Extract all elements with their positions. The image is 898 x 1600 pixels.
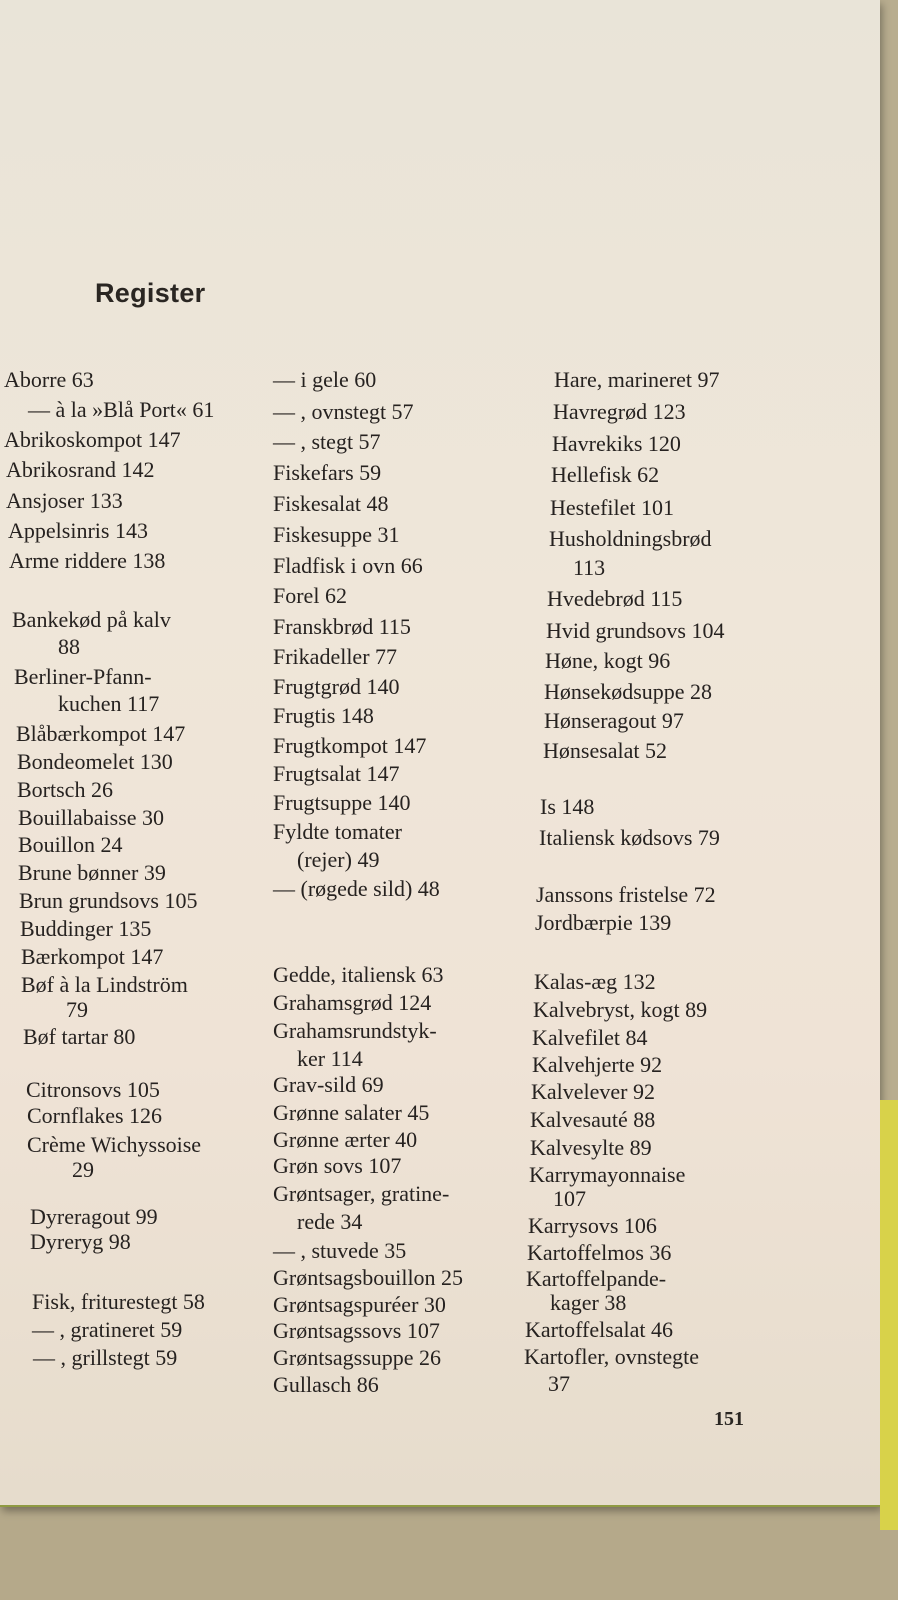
index-entry: Kartoffelmos 36	[527, 1240, 672, 1265]
index-entry: Hare, marineret 97	[554, 367, 720, 392]
index-entry: Kartofler, ovnstegte	[524, 1344, 700, 1369]
index-entry: Gullasch 86	[273, 1372, 379, 1397]
index-entry: Grøntsagssuppe 26	[273, 1345, 442, 1370]
index-entry: Bøf à la Lindström	[21, 972, 188, 997]
index-entry: Bouillabaisse 30	[18, 805, 165, 830]
index-entry: Aborre 63	[4, 367, 94, 392]
index-entry: ker 114	[297, 1046, 363, 1071]
index-entry: Berliner-Pfann-	[14, 664, 152, 689]
index-entry: Citronsovs 105	[26, 1077, 160, 1102]
index-entry: Forel 62	[273, 583, 347, 608]
index-entry: Havregrød 123	[553, 399, 686, 424]
index-entry: kager 38	[550, 1290, 627, 1315]
index-entry: Hønsesalat 52	[543, 738, 668, 763]
page-title: Register	[95, 278, 206, 308]
index-entry: Grønne salater 45	[273, 1100, 430, 1125]
index-entry: Grøntsagspuréer 30	[273, 1292, 446, 1317]
index-entry: Arme riddere 138	[9, 548, 166, 573]
index-entry: Kartoffelsalat 46	[525, 1317, 674, 1342]
table-surface	[0, 1505, 898, 1600]
index-entry: 37	[548, 1371, 570, 1396]
index-entry: Kalvesauté 88	[530, 1107, 656, 1132]
index-entry: Italiensk kødsovs 79	[539, 825, 720, 850]
index-entry: — , gratineret 59	[32, 1317, 183, 1342]
index-entry: Abrikoskompot 147	[4, 427, 181, 452]
index-entry: Brune bønner 39	[18, 860, 166, 885]
index-entry: Karrymayonnaise	[529, 1162, 686, 1187]
index-entry: Kalvebryst, kogt 89	[533, 997, 708, 1022]
index-entry: (rejer) 49	[297, 847, 380, 872]
index-entry: Kalas-æg 132	[534, 969, 656, 994]
index-entry: Husholdningsbrød	[549, 526, 712, 551]
index-entry: Abrikosrand 142	[6, 457, 155, 482]
index-entry: Havrekiks 120	[552, 431, 681, 456]
index-entry: Hestefilet 101	[550, 495, 675, 520]
index-entry: Grøntsagssovs 107	[273, 1318, 440, 1343]
index-entry: Frugtis 148	[273, 703, 374, 728]
index-entry: — , stegt 57	[273, 429, 381, 454]
index-entry: Crème Wichyssoise	[27, 1132, 202, 1157]
index-entry: Bankekød på kalv	[12, 607, 171, 632]
index-entry: — à la »Blå Port« 61	[28, 397, 215, 422]
index-entry: 113	[573, 555, 606, 580]
index-entry: Ansjoser 133	[6, 488, 123, 513]
index-entry: Frikadeller 77	[273, 644, 398, 669]
index-entry: Grøntsager, gratine-	[273, 1181, 450, 1206]
index-entry: Grøn sovs 107	[273, 1153, 402, 1178]
index-entry: Høne, kogt 96	[545, 648, 671, 673]
index-entry: Bøf tartar 80	[23, 1024, 136, 1049]
index-entry: Cornflakes 126	[27, 1103, 163, 1128]
index-entry: Hønseragout 97	[544, 708, 684, 733]
index-entry: 29	[72, 1157, 94, 1182]
index-entry: Hønsekødsuppe 28	[544, 679, 713, 704]
index-entry: Gedde, italiensk 63	[273, 962, 444, 987]
index-entry: Dyreryg 98	[30, 1229, 131, 1254]
index-entry: Kartoffelpande-	[526, 1266, 667, 1291]
index-entry: Grav-sild 69	[273, 1072, 384, 1097]
index-entry: Dyreragout 99	[30, 1204, 158, 1229]
index-entry: Frugtsuppe 140	[273, 790, 411, 815]
index-entry: Bouillon 24	[18, 832, 123, 857]
index-entry: Hellefisk 62	[551, 462, 660, 487]
index-entry: Bondeomelet 130	[17, 749, 173, 774]
index-entry: Fiskesalat 48	[273, 491, 389, 516]
index-entry: — , ovnstegt 57	[273, 399, 414, 424]
index-entry: rede 34	[297, 1209, 363, 1234]
index-entry: 107	[553, 1186, 586, 1211]
index-entry: Blåbærkompot 147	[16, 721, 186, 746]
index-entry: Fisk, friturestegt 58	[32, 1289, 205, 1314]
index-entry: — , stuvede 35	[273, 1238, 407, 1263]
index-entry: — , grillstegt 59	[33, 1345, 178, 1370]
index-entry: Hvid grundsovs 104	[546, 618, 725, 643]
index-entry: Hvedebrød 115	[547, 586, 683, 611]
index-entry: Kalvefilet 84	[532, 1025, 648, 1050]
index-entry: Brun grundsovs 105	[19, 888, 198, 913]
index-entry: — i gele 60	[273, 367, 377, 392]
index-entry: Kalvesylte 89	[530, 1135, 652, 1160]
index-entry: Grønne ærter 40	[273, 1127, 418, 1152]
index-entry: Frugtkompot 147	[273, 733, 427, 758]
index-entry: Buddinger 135	[20, 916, 152, 941]
index-entry: Kalvehjerte 92	[532, 1052, 663, 1077]
index-entry: Grøntsagsbouillon 25	[273, 1265, 464, 1290]
index-entry: Bortsch 26	[17, 777, 113, 802]
index-entry: Fyldte tomater	[273, 819, 402, 844]
index-entry: Fiskesuppe 31	[273, 522, 400, 547]
index-entry: Kalvelever 92	[531, 1079, 655, 1104]
index-entry: 88	[58, 634, 80, 659]
index-entry: — (røgede sild) 48	[273, 876, 440, 901]
index-entry: 79	[66, 997, 88, 1022]
index-entry: Franskbrød 115	[273, 614, 411, 639]
index-entry: Grahamsgrød 124	[273, 990, 432, 1015]
book-cover-edge	[880, 1100, 898, 1530]
index-entry: Jordbærpie 139	[535, 910, 672, 935]
page-number: 151	[714, 1408, 744, 1430]
index-entry: Janssons fristelse 72	[536, 882, 716, 907]
index-entry: Bærkompot 147	[21, 944, 164, 969]
index-entry: Frugtgrød 140	[273, 674, 400, 699]
index-entry: kuchen 117	[58, 691, 160, 716]
index-entry: Frugtsalat 147	[273, 761, 400, 786]
index-entry: Karrysovs 106	[528, 1213, 657, 1238]
index-entry: Is 148	[540, 794, 595, 819]
index-entry: Grahamsrundstyk-	[273, 1018, 437, 1043]
index-entry: Fiskefars 59	[273, 460, 382, 485]
index-entry: Appelsinris 143	[8, 518, 148, 543]
index-entry: Fladfisk i ovn 66	[273, 553, 423, 578]
